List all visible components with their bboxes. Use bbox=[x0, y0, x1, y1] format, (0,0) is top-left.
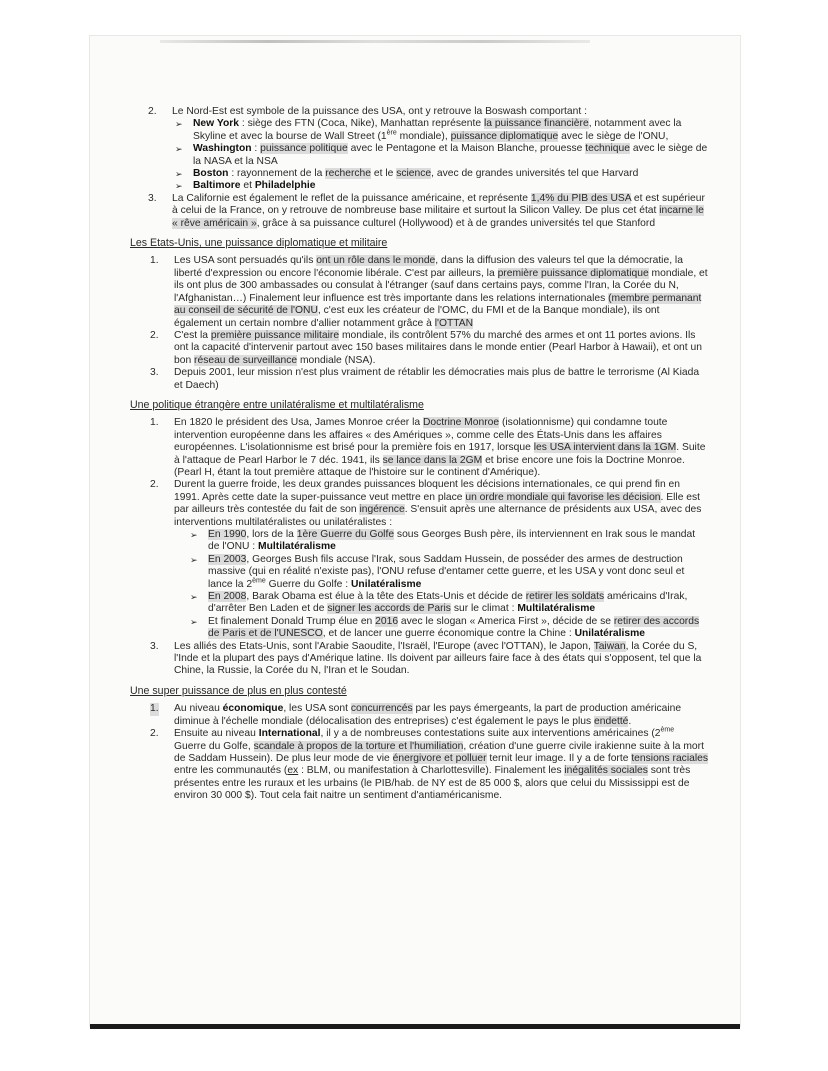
list-item: 2. C'est la première puissance militaire mondiale, ils contrôlent 57% du marché des armes et ont 11 portes avions. Ils ont la capacité d'intervenir partout avec 150 bases militaires dans le monde entier (Pearl Harbor à Hawaii), et ont un bon réseau de surveillance mondiale (NSA). bbox=[150, 329, 702, 366]
arrow-bullet-icon: ➢ bbox=[190, 554, 198, 565]
list-item: 2. Le Nord-Est est symbole de la puissance des USA, ont y retrouve la Boswash comportant : bbox=[148, 106, 587, 117]
section-heading: Les Etats-Unis, une puissance diplomatique et militaire bbox=[130, 237, 388, 250]
arrow-bullet-icon: ➢ bbox=[175, 119, 183, 130]
list-item: 3. Depuis 2001, leur mission n'est plus vraiment de rétablir les démocraties mais plus de battre le terrorisme (Al Kiada et Daech) bbox=[150, 367, 700, 391]
paper-bottom-edge bbox=[90, 1024, 740, 1029]
arrow-bullet-icon: ➢ bbox=[190, 616, 198, 627]
bullet-list bbox=[130, 529, 708, 641]
paper-top-edge bbox=[160, 40, 590, 43]
bullet-item: ➢ Et finalement Donald Trump élue en 2016 avec le slogan « America First », décide de se retirer des accords de Paris et de l'UNESCO, et de lancer une guerre économique contre la Chine : Unilatéralisme bbox=[190, 615, 700, 640]
arrow-bullet-icon: ➢ bbox=[175, 169, 183, 180]
arrow-bullet-icon: ➢ bbox=[190, 592, 198, 603]
section-heading: Une super puissance de plus en plus contesté bbox=[130, 684, 347, 697]
document-body bbox=[130, 106, 708, 803]
bullet-item: ➢ Baltimore et Philadelphie bbox=[175, 180, 316, 192]
bullet-item: ➢ New York : siège des FTN (Coca, Nike), Manhattan représente la puissance financière, notamment avec la Skyline et avec la bourse de Wall Street (1ère mondiale), puissance diplomatique avec le siège de l'ONU, bbox=[175, 118, 682, 142]
bullet-item: ➢ En 2008, Barak Obama est élue à la tête des Etats-Unis et décide de retirer les soldats américains d'Irak, d'arrêter Ben Laden et de signer les accords de Paris sur le climat : Multilatéralisme bbox=[190, 591, 688, 615]
bullet-item: ➢ En 2003, Georges Bush fils accuse l'Irak, sous Saddam Hussein, de posséder des armes de destruction massive (qui en réalité n'existe pas), l'ONU refuse d'entamer cette guerre, et les USA y vont donc seul et lance la 2ème Guerre du Golfe : Unilatéralisme bbox=[190, 553, 685, 590]
bullet-list bbox=[130, 118, 708, 192]
list-item: 2. Durent la guerre froide, les deux grandes puissances bloquent les décisions internationales, ce qui prend fin en 1991. Après cette date la super-puissance veut mettre en place un ordre mondiale qui favorise les décision. Elle est par ailleurs très contestée du fait de son ingérence. S'ensuit après une alternance de présidents aux USA, avec des interventions multilatéralistes ou unilatéralistes : bbox=[150, 479, 702, 528]
list-item: 1. En 1820 le président des Usa, James Monroe créer la Doctrine Monroe (isolationnisme) qui condamne toute intervention européenne dans les affaires « des Amériques », comme celle des États-Unis dans les affaires européennes. L'isolationnisme est brisé pour la première fois en 1917, lorsque les USA intervient dans la 1GM. Suite à l'attaque de Pearl Harbor le 7 déc. 1941, ils se lance dans la 2GM et brise encore une fois la Doctrine Monroe. (Pearl H, étant la tout première attaque de l'histoire sur le continent d'Amérique). bbox=[150, 417, 706, 478]
bullet-item: ➢ Washington : puissance politique avec le Pentagone et la Maison Blanche, prouesse technique avec le siège de la NASA et la NSA bbox=[175, 143, 708, 167]
arrow-bullet-icon: ➢ bbox=[175, 144, 183, 155]
list-item: 1. Au niveau économique, les USA sont concurrencés par les pays émergeants, la part de production américaine diminue à l'échelle mondiale (délocalisation des entreprises) c'est également le pays le plus endetté. bbox=[150, 703, 682, 727]
arrow-bullet-icon: ➢ bbox=[190, 530, 198, 540]
list-item: 3. La Californie est également le reflet de la puissance américaine, et représente 1,4% du PIB des USA et est supérieur à celui de la France, on y retrouve de nombreuse base militaire et surtout la Silicon Valley. De plus cet état incarne le « rêve américain », grâce à sa puissance culturel (Hollywood) et à de grandes universités tel que Stanford bbox=[148, 192, 705, 229]
list-item: 1. Les USA sont persuadés qu'ils ont un rôle dans le monde, dans la diffusion des valeurs tel que la démocratie, la liberté d'expression ou encore l'économie libérale. C'est par ailleurs, la première puissance diplomatique mondiale, et ils ont plus de 300 ambassades ou consulat à l'étranger (sauf dans certains pays, comme l'Iran, la Corée du N, l'Afghanistan…) Finalement leur influence est très importante dans les relations internationales (membre permanant au conseil de sécurité de l'ONU, c'est eux les créateur de l'OMC, du FMI et de la Banque mondiale), ils ont également un certain nombre d'allier notamment grâce à l'OTTAN bbox=[150, 255, 708, 329]
section-heading: Une politique étrangère entre unilatéralisme et multilatéralisme bbox=[130, 398, 424, 411]
list-item: 2. Ensuite au niveau International, il y a de nombreuses contestations suite aux interventions américaines (2ème Guerre du Golfe, scandale à propos de la torture et l'humiliation, création d'une guerre civile irakienne suite à la mort de Saddam Hussein). De plus leur mode de vie énergivore et polluer ternit leur image. Il y a de forte tensions raciales entre les communautés (ex : BLM, ou manifestation à Charlottesville). Finalement les inégalités sociales sont très présentes entre les ruraux et les urbains (le PIB/hab. de NY est de 85 000 $, alors que celui du Mississippi est de environ 30 000 $). Tout cela fait naitre un sentiment d'antiaméricanisme. bbox=[150, 726, 709, 802]
bullet-item: ➢ Boston : rayonnement de la recherche et le science, avec de grandes universités tel que Harvard bbox=[175, 168, 639, 180]
bullet-item: ➢ En 1990, lors de la 1ère Guerre du Golfe sous Georges Bush père, ils interviennent en Irak sous le mandat de l'ONU : Multilatéralisme bbox=[190, 529, 696, 553]
arrow-bullet-icon: ➢ bbox=[175, 181, 183, 192]
list-item: 3. Les alliés des Etats-Unis, sont l'Arabie Saoudite, l'Israël, l'Europe (avec l'OTTAN), le Japon, Taiwan, la Corée du S, l'Inde et la plupart des pays d'Amérique latine. Ils doivent par ailleurs faire face à des états qui s'opposent, tel que la Chine, la Russie, la Corée du N, l'Iran et le Soudan. bbox=[150, 640, 702, 677]
